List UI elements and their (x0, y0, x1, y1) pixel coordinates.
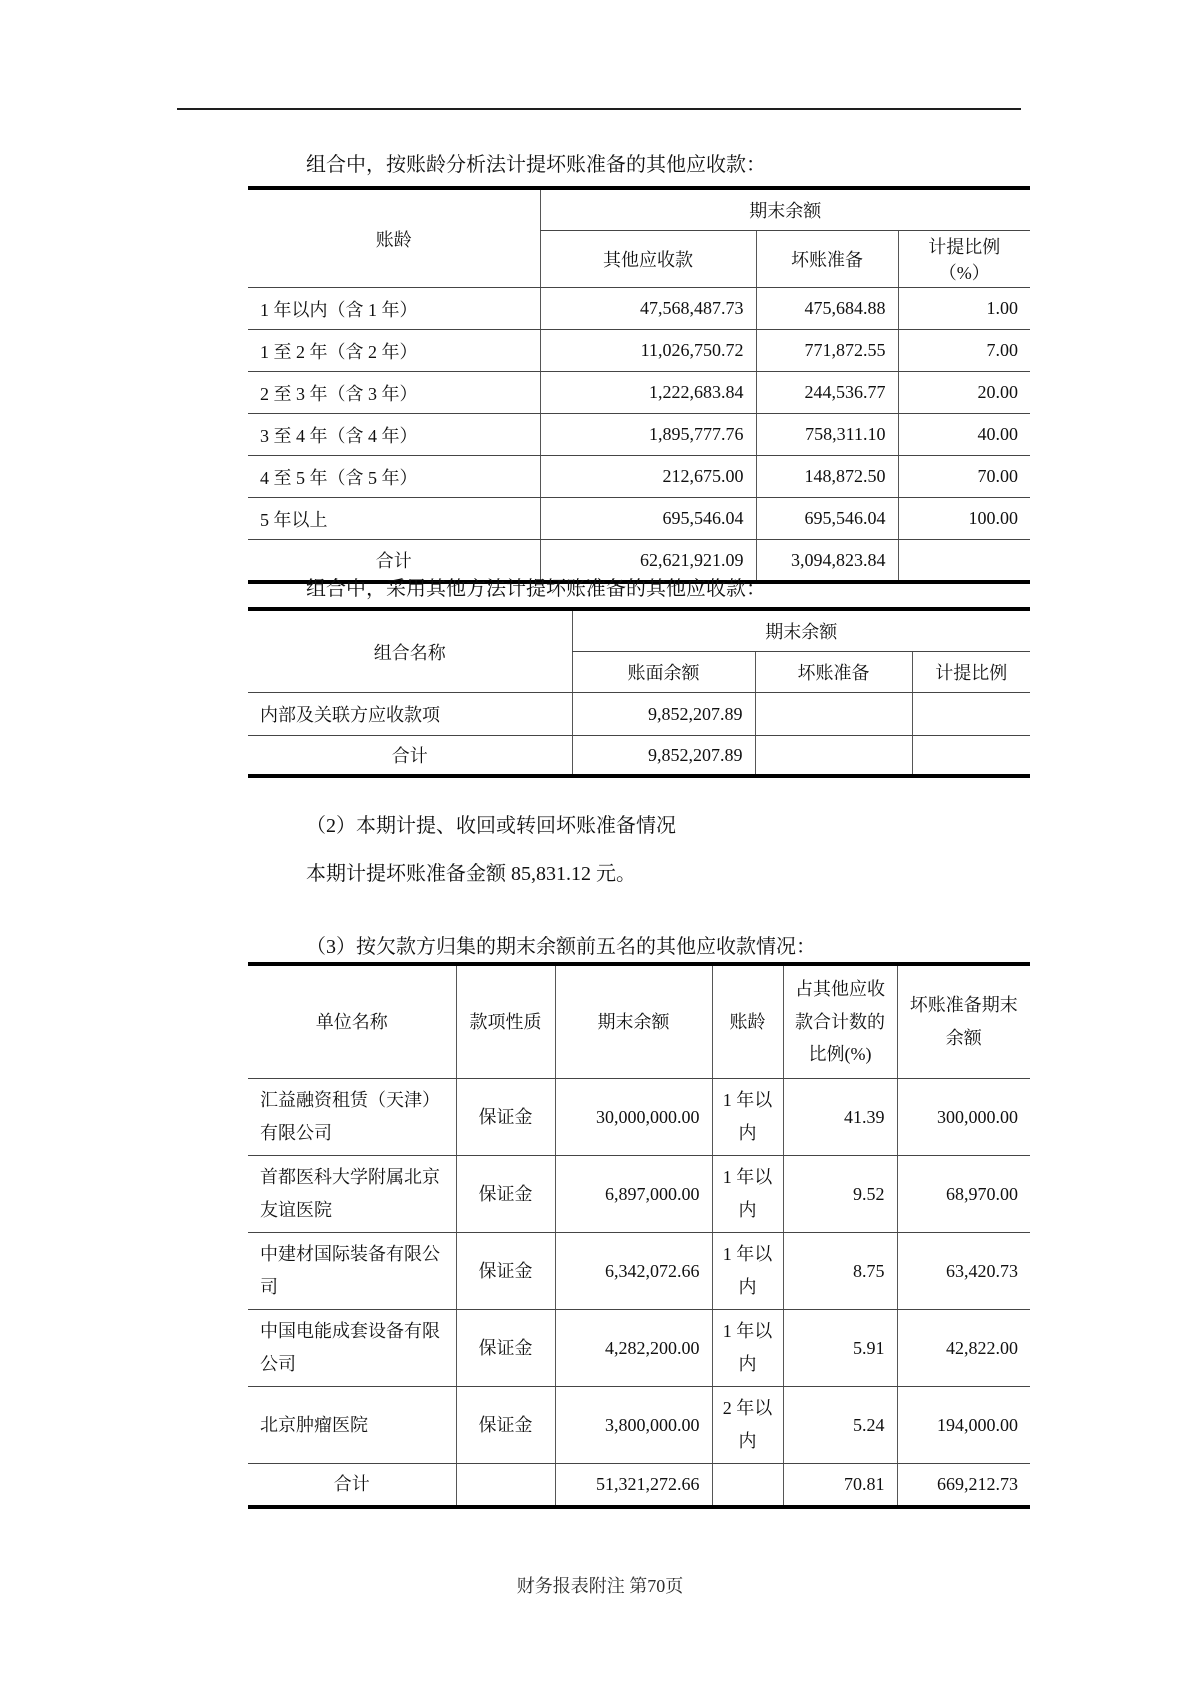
section-title-other-method: 组合中，采用其他方法计提坏账准备的其他应收款： (306, 578, 766, 600)
cell-bad-debt: 42,822.00 (897, 1310, 1030, 1387)
header-cell-period-end: 期末余额 (540, 188, 1030, 231)
cell-age: 1 年以内（含 1 年） (248, 288, 540, 330)
cell-bad-debt: 3,094,823.84 (756, 540, 898, 583)
cell-ratio: 7.00 (898, 330, 1030, 372)
cell-ratio (912, 736, 1030, 777)
cell-bad-debt (755, 693, 912, 736)
cell-amount: 47,568,487.73 (540, 288, 756, 330)
cell-nature: 保证金 (456, 1310, 555, 1387)
table-total-row (248, 736, 1030, 777)
cell-age: 1 年以内 (712, 1310, 783, 1387)
table-row (248, 456, 1030, 498)
cell-ratio: 70.00 (898, 456, 1030, 498)
cell-ratio (898, 540, 1030, 583)
cell-bad-debt: 695,546.04 (756, 498, 898, 540)
cell-amount: 4,282,200.00 (555, 1310, 712, 1387)
paragraph-heading: （2）本期计提、收回或转回坏账准备情况 (306, 815, 676, 837)
header-cell-ratio: 计提比例 (912, 652, 1030, 693)
table-row (248, 1233, 1030, 1310)
header-cell-age: 账龄 (712, 964, 783, 1079)
top-five-debtors-table (248, 962, 1030, 1509)
cell-bad-debt: 300,000.00 (897, 1079, 1030, 1156)
header-cell-bad-debt: 坏账准备期末余额 (897, 964, 1030, 1079)
cell-bad-debt: 669,212.73 (897, 1464, 1030, 1508)
cell-company: 汇益融资租赁（天津）有限公司 (248, 1079, 456, 1156)
table-header-row (248, 188, 1030, 231)
cell-company: 中国电能成套设备有限公司 (248, 1310, 456, 1387)
header-cell-book-balance: 账面余额 (572, 652, 755, 693)
table-row (248, 1079, 1030, 1156)
header-cell-ratio: 计提比例（%） (898, 231, 1030, 288)
table-row (248, 1310, 1030, 1387)
cell-bad-debt: 475,684.88 (756, 288, 898, 330)
cell-age: 4 至 5 年（含 5 年） (248, 456, 540, 498)
cell-bad-debt: 148,872.50 (756, 456, 898, 498)
cell-amount: 11,026,750.72 (540, 330, 756, 372)
cell-bad-debt: 244,536.77 (756, 372, 898, 414)
cell-ratio: 40.00 (898, 414, 1030, 456)
cell-ratio: 5.24 (783, 1387, 897, 1464)
cell-nature: 保证金 (456, 1156, 555, 1233)
cell-age: 1 年以内 (712, 1156, 783, 1233)
table-row (248, 1387, 1030, 1464)
header-cell-bad-debt: 坏账准备 (755, 652, 912, 693)
cell-age: 5 年以上 (248, 498, 540, 540)
other-method-table (248, 607, 1030, 778)
cell-ratio: 41.39 (783, 1079, 897, 1156)
cell-ratio: 9.52 (783, 1156, 897, 1233)
cell-bad-debt: 758,311.10 (756, 414, 898, 456)
cell-amount: 9,852,207.89 (572, 736, 755, 777)
header-cell-group-name: 组合名称 (248, 609, 572, 693)
cell-age: 1 至 2 年（含 2 年） (248, 330, 540, 372)
header-rule (177, 108, 1021, 110)
cell-ratio (912, 693, 1030, 736)
cell-nature: 保证金 (456, 1079, 555, 1156)
cell-age: 1 年以内 (712, 1233, 783, 1310)
cell-bad-debt: 194,000.00 (897, 1387, 1030, 1464)
cell-amount: 51,321,272.66 (555, 1464, 712, 1508)
table-row (248, 693, 1030, 736)
cell-age (712, 1464, 783, 1508)
table-row (248, 414, 1030, 456)
table-header-row (248, 964, 1030, 1079)
header-cell-other-receivables: 其他应收款 (540, 231, 756, 288)
aging-analysis-table (248, 186, 1030, 584)
header-cell-amount: 期末余额 (555, 964, 712, 1079)
cell-ratio: 70.81 (783, 1464, 897, 1508)
cell-ratio: 1.00 (898, 288, 1030, 330)
cell-ratio: 20.00 (898, 372, 1030, 414)
table-row (248, 372, 1030, 414)
cell-amount: 3,800,000.00 (555, 1387, 712, 1464)
cell-age: 2 年以内 (712, 1387, 783, 1464)
cell-amount: 6,897,000.00 (555, 1156, 712, 1233)
cell-amount: 30,000,000.00 (555, 1079, 712, 1156)
header-cell-company: 单位名称 (248, 964, 456, 1079)
cell-bad-debt (755, 736, 912, 777)
cell-ratio: 100.00 (898, 498, 1030, 540)
cell-company: 首都医科大学附属北京友谊医院 (248, 1156, 456, 1233)
cell-amount: 9,852,207.89 (572, 693, 755, 736)
cell-bad-debt: 63,420.73 (897, 1233, 1030, 1310)
cell-company: 北京肿瘤医院 (248, 1387, 456, 1464)
header-cell-age: 账龄 (248, 188, 540, 288)
table-row (248, 288, 1030, 330)
cell-amount: 1,222,683.84 (540, 372, 756, 414)
cell-nature (456, 1464, 555, 1508)
cell-total-label: 合计 (248, 1464, 456, 1508)
cell-ratio: 8.75 (783, 1233, 897, 1310)
header-cell-bad-debt: 坏账准备 (756, 231, 898, 288)
paragraph-body: 本期计提坏账准备金额 85,831.12 元。 (306, 863, 636, 885)
table-total-row (248, 540, 1030, 583)
cell-amount: 212,675.00 (540, 456, 756, 498)
cell-bad-debt: 68,970.00 (897, 1156, 1030, 1233)
page-footer: 财务报表附注 第70页 (516, 1576, 684, 1596)
section-title-aging-method: 组合中，按账龄分析法计提坏账准备的其他应收款： (306, 154, 766, 176)
cell-total-label: 合计 (248, 736, 572, 777)
cell-nature: 保证金 (456, 1387, 555, 1464)
table-total-row (248, 1464, 1030, 1508)
table-row (248, 1156, 1030, 1233)
table-header-row (248, 609, 1030, 652)
cell-amount: 695,546.04 (540, 498, 756, 540)
cell-total-label: 合计 (248, 540, 540, 583)
cell-ratio: 5.91 (783, 1310, 897, 1387)
cell-amount: 1,895,777.76 (540, 414, 756, 456)
table-row (248, 498, 1030, 540)
header-cell-ratio: 占其他应收款合计数的比例(%) (783, 964, 897, 1079)
cell-age: 2 至 3 年（含 3 年） (248, 372, 540, 414)
section-title-top-five: （3）按欠款方归集的期末余额前五名的其他应收款情况： (306, 936, 816, 958)
cell-group-name: 内部及关联方应收款项 (248, 693, 572, 736)
cell-company: 中建材国际装备有限公司 (248, 1233, 456, 1310)
header-cell-period-end: 期末余额 (572, 609, 1030, 652)
cell-bad-debt: 771,872.55 (756, 330, 898, 372)
cell-nature: 保证金 (456, 1233, 555, 1310)
cell-age: 1 年以内 (712, 1079, 783, 1156)
table-row (248, 330, 1030, 372)
header-cell-nature: 款项性质 (456, 964, 555, 1079)
cell-amount: 62,621,921.09 (540, 540, 756, 583)
cell-amount: 6,342,072.66 (555, 1233, 712, 1310)
cell-age: 3 至 4 年（含 4 年） (248, 414, 540, 456)
